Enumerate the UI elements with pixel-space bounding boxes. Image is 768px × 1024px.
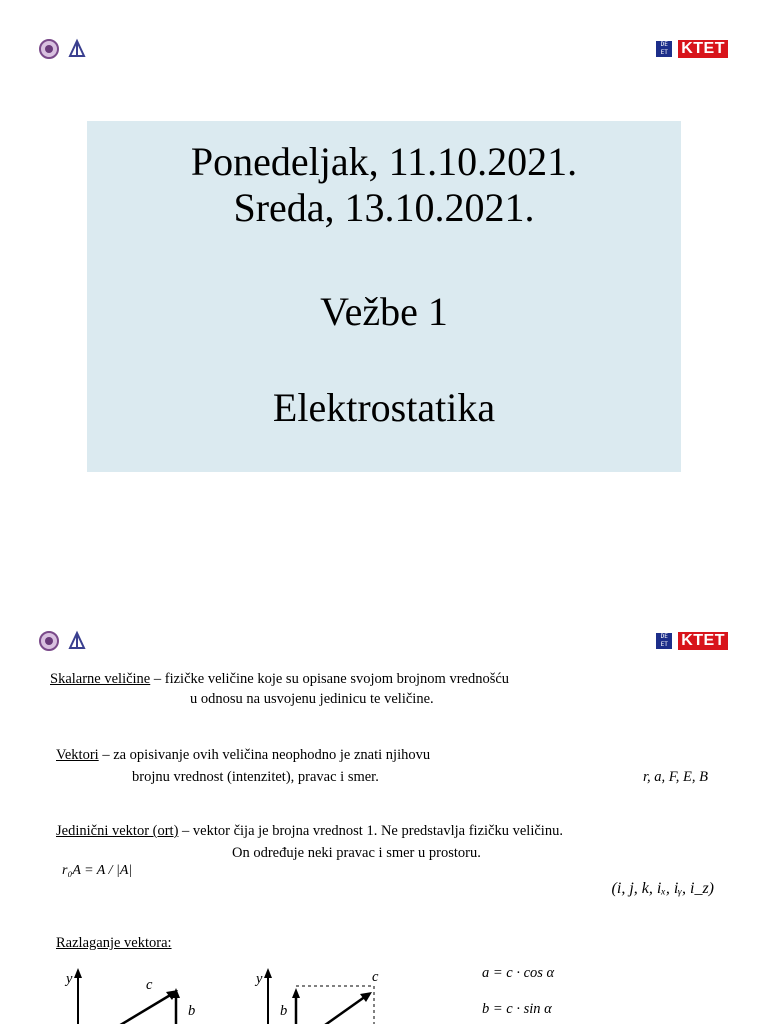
vector-decomposition-diagram — [0, 960, 768, 1024]
equation-b: b = c · sin α — [482, 1001, 552, 1017]
label-c-right: c — [372, 969, 379, 985]
university-seal-icon — [38, 630, 60, 652]
vectors-row: Vektori – za opisivanje ovih veličina neophodno je znati njihovu — [56, 747, 431, 763]
decomposition-title: Razlaganje vektora: — [56, 935, 172, 951]
vectors-desc-1: za opisivanje ovih veličina neophodno je znati njihovu — [113, 747, 431, 763]
vector-b-arrow-right — [292, 988, 300, 998]
university-logos — [38, 630, 88, 652]
y-axis-arrow-right — [264, 968, 272, 978]
unit-vector-row: Jedinični vektor (ort) – vektor čija je brojna vrednost 1. Ne predstavlja fizičku veličinu. — [56, 823, 563, 839]
y-axis-arrow-left — [74, 968, 82, 978]
unit-vector-term: Jedinični vektor (ort) — [56, 823, 179, 839]
ktet-logo — [656, 40, 728, 58]
label-b-right: b — [280, 1003, 288, 1019]
vector-c-left — [112, 994, 172, 1024]
title-date-1: Ponedeljak, 11.10.2021. — [190, 139, 578, 184]
university-logos — [38, 38, 88, 60]
equation-a: a = c · cos α — [482, 965, 555, 981]
vector-c-right — [318, 996, 366, 1024]
vectors-desc-2: brojnu vrednost (intenzitet), pravac i smer. — [132, 769, 379, 785]
label-y-right: y — [256, 971, 263, 987]
ktet-logo — [656, 632, 728, 650]
scalar-row: Skalarne veličine – fizičke veličine koje su opisane svojom brojnom vrednošću — [50, 671, 510, 687]
label-b-left: b — [188, 1003, 196, 1019]
scalar-desc-1: fizičke veličine koje su opisane svojom brojnom vrednošću — [164, 671, 510, 687]
ktet-label: KTET — [678, 40, 728, 58]
scalar-term: Skalarne veličine — [50, 671, 151, 687]
scalar-desc-2: u odnosu na usvojenu jedinicu te veličine. — [190, 691, 434, 707]
unit-vector-desc-1: vektor čija je brojna vrednost 1. Ne predstavlja fizičku veličinu. — [192, 823, 563, 839]
university-seal-icon — [38, 38, 60, 60]
slide-2 — [0, 618, 768, 1024]
ort-symbols: (i, j, k, iₓ, iᵧ, i_z) — [611, 880, 714, 897]
topic-title: Elektrostatika — [272, 385, 496, 430]
ktet-label: KTET — [678, 632, 728, 650]
label-y-left: y — [66, 971, 73, 987]
faculty-logo-icon — [66, 38, 88, 60]
title-box — [87, 121, 681, 472]
vectors-term: Vektori — [56, 747, 99, 763]
vector-symbols: r, a, F, E, B — [643, 769, 708, 785]
department-badge-icon: DE ET — [656, 633, 672, 649]
title-date-2: Sreda, 13.10.2021. — [233, 185, 535, 230]
label-c-left: c — [146, 977, 153, 993]
unit-vector-formula: r₀A = A / |A| — [62, 863, 133, 878]
department-badge-icon: DE ET — [656, 41, 672, 57]
exercise-title: Vežbe 1 — [320, 289, 448, 334]
faculty-logo-icon — [66, 630, 88, 652]
unit-vector-desc-2: On određuje neki pravac i smer u prostoru. — [232, 845, 481, 861]
